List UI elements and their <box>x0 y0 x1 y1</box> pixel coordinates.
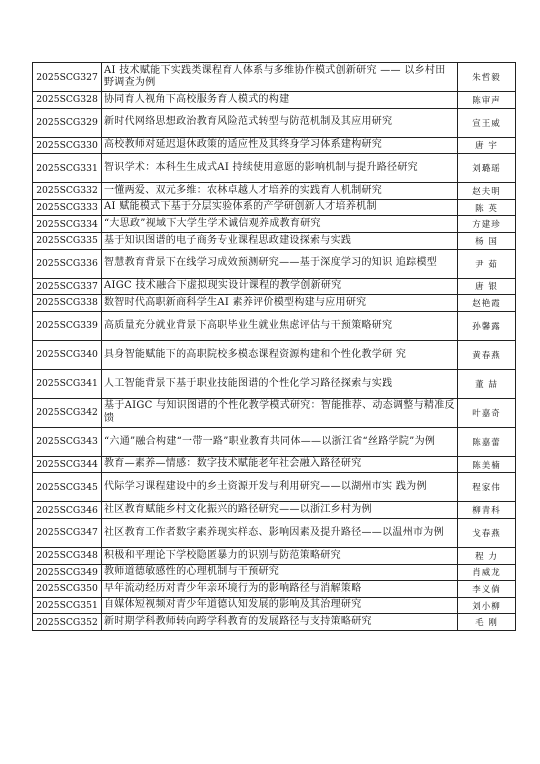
project-code: 2025SCG347 <box>33 518 102 547</box>
table-row <box>33 427 516 456</box>
table-row <box>33 154 516 183</box>
project-title: AIGC 技术融合下虚拟现实设计课程的教学创新研究 <box>102 278 458 295</box>
project-title: AI 赋能模式下基于分层实验体系的产学研创新人才培养机制 <box>102 199 458 216</box>
project-code: 2025SCG350 <box>33 581 102 598</box>
project-leader: 黄春燕 <box>458 340 516 369</box>
table-row <box>33 249 516 278</box>
project-title: 社区教育工作者数字素养现实样态、影响因素及提升路径——以温州市为例 <box>102 518 458 547</box>
project-code: 2025SCG335 <box>33 232 102 249</box>
project-title: 数智时代高职新商科学生AI 素养评价模型构建与应用研究 <box>102 295 458 312</box>
table-row <box>33 597 516 614</box>
table-row <box>33 137 516 154</box>
project-leader: 陈 英 <box>458 199 516 216</box>
project-leader: 戈春燕 <box>458 518 516 547</box>
project-leader: 程家伟 <box>458 473 516 502</box>
project-leader: 刘小柳 <box>458 597 516 614</box>
project-title: 教师道德敏感性的心理机制与干预研究 <box>102 564 458 581</box>
project-leader: 尹 茹 <box>458 249 516 278</box>
project-leader: 董 喆 <box>458 369 516 398</box>
project-leader: 赵艳霞 <box>458 295 516 312</box>
project-title: 人工智能背景下基于职业技能图谱的个性化学习路径探索与实践 <box>102 369 458 398</box>
project-leader: 朱哲毅 <box>458 63 516 92</box>
project-code: 2025SCG342 <box>33 398 102 427</box>
project-leader: 杨 国 <box>458 232 516 249</box>
project-code: 2025SCG346 <box>33 502 102 519</box>
project-code: 2025SCG348 <box>33 547 102 564</box>
project-title: 社区教育赋能乡村文化振兴的路径研究——以浙江乡村为例 <box>102 502 458 519</box>
project-title: 智慧教育背景下在线学习成效预测研究——基于深度学习的知识 追踪模型 <box>102 249 458 278</box>
project-leader: 肖威龙 <box>458 564 516 581</box>
project-leader: 宣王威 <box>458 108 516 137</box>
project-leader: 柳青科 <box>458 502 516 519</box>
table-row <box>33 311 516 340</box>
project-table <box>32 62 516 631</box>
project-title: 一懂两爱、双元多维：农林卓越人才培养的实践育人机制研究 <box>102 183 458 200</box>
table-row <box>33 232 516 249</box>
table-row <box>33 108 516 137</box>
table-row <box>33 278 516 295</box>
project-code: 2025SCG344 <box>33 456 102 473</box>
project-code: 2025SCG330 <box>33 137 102 154</box>
project-code: 2025SCG328 <box>33 92 102 109</box>
table-row <box>33 456 516 473</box>
project-leader: 叶嘉奇 <box>458 398 516 427</box>
project-code: 2025SCG339 <box>33 311 102 340</box>
project-code: 2025SCG329 <box>33 108 102 137</box>
project-leader: 程 力 <box>458 547 516 564</box>
project-leader: 孙馨露 <box>458 311 516 340</box>
table-row <box>33 216 516 233</box>
table-row <box>33 502 516 519</box>
project-leader: 陈审声 <box>458 92 516 109</box>
project-title: 高质量充分就业背景下高职毕业生就业焦虑评估与干预策略研究 <box>102 311 458 340</box>
project-leader: 刘璐瑶 <box>458 154 516 183</box>
project-title: 协同育人视角下高校服务育人模式的构建 <box>102 92 458 109</box>
project-code: 2025SCG343 <box>33 427 102 456</box>
project-title: 新时代网络思想政治教育风险范式转型与防范机制及其应用研究 <box>102 108 458 137</box>
project-code: 2025SCG345 <box>33 473 102 502</box>
project-title: 基于知识图谱的电子商务专业课程思政建设探索与实践 <box>102 232 458 249</box>
table-row <box>33 295 516 312</box>
project-code: 2025SCG351 <box>33 597 102 614</box>
table-row <box>33 183 516 200</box>
table-row <box>33 92 516 109</box>
table-row <box>33 199 516 216</box>
table-row <box>33 614 516 631</box>
project-leader: 毛 刚 <box>458 614 516 631</box>
table-row <box>33 547 516 564</box>
table-row <box>33 398 516 427</box>
project-title: 新时期学科教师转向跨学科教育的发展路径与支持策略研究 <box>102 614 458 631</box>
project-code: 2025SCG336 <box>33 249 102 278</box>
project-code: 2025SCG332 <box>33 183 102 200</box>
table-row <box>33 518 516 547</box>
project-leader: 李义倘 <box>458 581 516 598</box>
table-row <box>33 581 516 598</box>
project-title: 高校教师对延迟退休政策的适应性及其终身学习体系建构研究 <box>102 137 458 154</box>
project-code: 2025SCG337 <box>33 278 102 295</box>
project-table-body <box>33 63 516 631</box>
table-row <box>33 473 516 502</box>
project-leader: 方建珍 <box>458 216 516 233</box>
table-row <box>33 369 516 398</box>
project-leader: 赵夫明 <box>458 183 516 200</box>
project-title: “六通”融合构建“一带一路”职业教育共同体——以浙江省“丝路学院”为例 <box>102 427 458 456</box>
table-row <box>33 63 516 92</box>
project-title: 代际学习课程建设中的乡土资源开发与利用研究——以湖州市实 践为例 <box>102 473 458 502</box>
project-title: 教育—素养—情感：数字技术赋能老年社会融入路径研究 <box>102 456 458 473</box>
project-code: 2025SCG334 <box>33 216 102 233</box>
project-leader: 陈嘉蕾 <box>458 427 516 456</box>
project-title: 早年流动经历对青少年亲环境行为的影响路径与消解策略 <box>102 581 458 598</box>
project-title: 自媒体短视频对青少年道德认知发展的影响及其治理研究 <box>102 597 458 614</box>
project-code: 2025SCG341 <box>33 369 102 398</box>
project-title: 智识学术：本科生生成式AI 持续使用意愿的影响机制与提升路径研究 <box>102 154 458 183</box>
project-code: 2025SCG331 <box>33 154 102 183</box>
project-title: “大思政”视域下大学生学术诚信观养成教育研究 <box>102 216 458 233</box>
project-code: 2025SCG349 <box>33 564 102 581</box>
project-code: 2025SCG338 <box>33 295 102 312</box>
project-code: 2025SCG333 <box>33 199 102 216</box>
project-code: 2025SCG352 <box>33 614 102 631</box>
project-leader: 唐 宇 <box>458 137 516 154</box>
project-title: 基于AIGC 与知识图谱的个性化教学模式研究：智能推荐、动态调整与精准反馈 <box>102 398 458 427</box>
project-code: 2025SCG340 <box>33 340 102 369</box>
project-title: AI 技术赋能下实践类课程育人体系与多维协作模式创新研究 —— 以乡村田野调查为例 <box>102 63 458 92</box>
project-title: 积极和平理论下学校隐匿暴力的识别与防范策略研究 <box>102 547 458 564</box>
project-code: 2025SCG327 <box>33 63 102 92</box>
project-leader: 唐 银 <box>458 278 516 295</box>
table-row <box>33 340 516 369</box>
table-row <box>33 564 516 581</box>
project-title: 具身智能赋能下的高职院校多模态课程资源构建和个性化教学研 究 <box>102 340 458 369</box>
project-leader: 陈美楠 <box>458 456 516 473</box>
